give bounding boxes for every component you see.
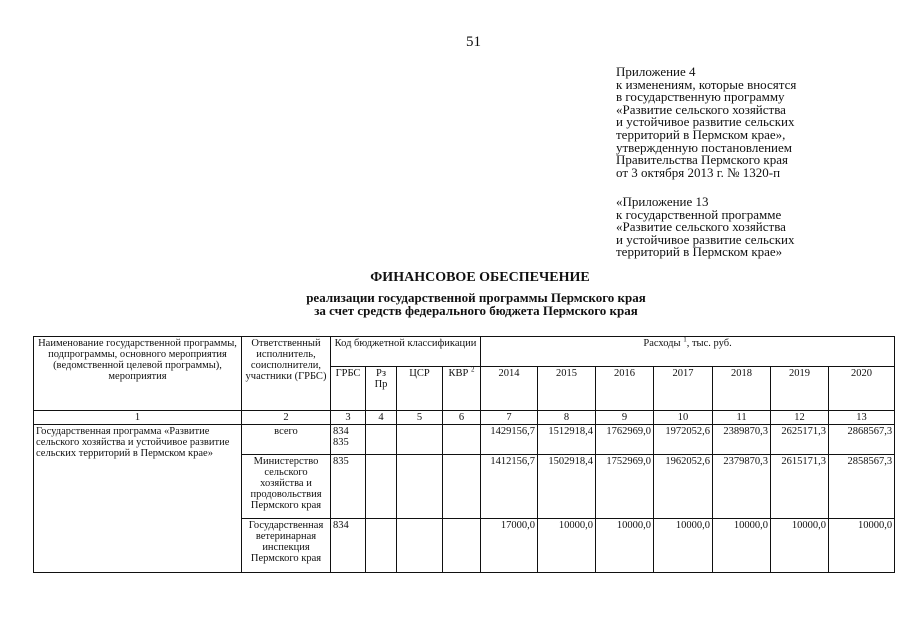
column-number: 4 [366,411,397,425]
value-cell: 1752969,0 [596,455,654,519]
value-cell: 2389870,3 [713,425,771,455]
table-row [34,425,895,455]
value-cell: 1412156,7 [481,455,538,519]
executor-cell: Государственная ветеринарная инспекция Пермского края [242,519,331,573]
annex-line: от 3 октября 2013 г. № 1320-п [616,164,781,180]
annex-4-note [616,66,901,179]
rzpr-cell [366,455,397,519]
value-cell: 1502918,4 [538,455,596,519]
value-cell: 2625171,3 [771,425,829,455]
value-cell: 10000,0 [713,519,771,573]
financing-table [33,336,895,573]
executor-cell: Министерство сельского хозяйства и продовольствия Пермского края [242,455,331,519]
header-expenses [481,337,895,367]
column-number: 10 [654,411,713,425]
value-cell: 10000,0 [771,519,829,573]
value-cell: 10000,0 [829,519,895,573]
header-name: Наименование государственной программы, подпрограммы, основного мероприятия (ведомственной целевой программы), мероприятия [34,337,242,411]
header-budget-code: Код бюджетной классификации [331,337,481,367]
value-cell: 2379870,3 [713,455,771,519]
header-year-2014: 2014 [481,367,538,411]
column-number-row [34,411,895,425]
kvr-cell [443,519,481,573]
page-number: 51 [466,34,481,50]
grbs-code: 834 [333,520,349,531]
csr-cell [397,455,443,519]
column-number: 11 [713,411,771,425]
subtitle-line: за счет средств федерального бюджета Пермского края [314,302,638,318]
annex-line: «Приложение 13 [616,194,709,209]
header-kvr [443,367,481,411]
column-number: 13 [829,411,895,425]
header-row-1 [34,337,895,367]
subtitle-line: реализации государственной программы Пермского края [306,290,646,305]
column-number: 9 [596,411,654,425]
grbs-code: 834 [333,426,349,437]
header-year-2018: 2018 [713,367,771,411]
annex-line: «Развитие сельского хозяйства [616,101,786,117]
column-number: 3 [331,411,366,425]
value-cell: 1962052,6 [654,455,713,519]
header-executor: Ответственный исполнитель, соисполнители, участники (ГРБС) [242,337,331,411]
rz-label: Рз [376,368,386,379]
csr-cell [397,425,443,455]
annex-line: Приложение 4 [616,64,696,79]
value-cell: 2615171,3 [771,455,829,519]
grbs-cell [331,455,366,519]
kvr-label: КВР [448,368,469,379]
executor-cell: всего [242,425,331,455]
header-year-2019: 2019 [771,367,829,411]
grbs-code: 835 [333,456,349,467]
value-cell: 1429156,7 [481,425,538,455]
annex-13-note [616,196,901,259]
annex-line: и устойчивое развитие сельских [616,231,795,247]
kvr-footnote: 2 [471,365,475,374]
value-cell: 10000,0 [654,519,713,573]
value-cell: 1972052,6 [654,425,713,455]
column-number: 12 [771,411,829,425]
annex-line: территорий в Пермском крае» [616,244,783,260]
column-number: 8 [538,411,596,425]
value-cell: 2858567,3 [829,455,895,519]
kvr-cell [443,455,481,519]
grbs-code: 835 [333,437,349,448]
pr-label: Пр [374,379,388,390]
annex-line: к изменениям, которые вносятся [616,76,797,92]
value-cell: 10000,0 [538,519,596,573]
header-rzpr [366,367,397,411]
annex-line: в государственную программу [616,89,785,105]
value-cell: 1762969,0 [596,425,654,455]
header-grbs: ГРБС [331,367,366,411]
annex-line: утвержденную постановлением [616,139,793,155]
document-subtitle [0,292,905,317]
annex-line: «Развитие сельского хозяйства [616,219,786,235]
header-year-2015: 2015 [538,367,596,411]
column-number: 2 [242,411,331,425]
header-year-2016: 2016 [596,367,654,411]
value-cell: 1512918,4 [538,425,596,455]
grbs-cell [331,519,366,573]
program-name-cell: Государственная программа «Развитие сельского хозяйства и устойчивое развитие сельских территорий в Пермском крае» [34,425,242,573]
column-number: 1 [34,411,242,425]
value-cell: 2868567,3 [829,425,895,455]
annex-line: территорий в Пермском крае», [616,126,786,142]
header-csr: ЦСР [397,367,443,411]
expenses-footnote: 1 [683,335,687,344]
expenses-unit: , тыс. руб. [686,338,732,349]
grbs-cell [331,425,366,455]
annex-line: Правительства Пермского края [616,152,788,168]
annex-line: к государственной программе [616,206,782,222]
value-cell: 17000,0 [481,519,538,573]
annex-line: и устойчивое развитие сельских [616,114,795,130]
column-number: 5 [397,411,443,425]
column-number: 6 [443,411,481,425]
expenses-label: Расходы [643,338,681,349]
kvr-cell [443,425,481,455]
document-title: ФИНАНСОВОЕ ОБЕСПЕЧЕНИЕ [370,270,590,285]
header-year-2020: 2020 [829,367,895,411]
header-year-2017: 2017 [654,367,713,411]
value-cell: 10000,0 [596,519,654,573]
column-number: 7 [481,411,538,425]
rzpr-cell [366,425,397,455]
csr-cell [397,519,443,573]
rzpr-cell [366,519,397,573]
